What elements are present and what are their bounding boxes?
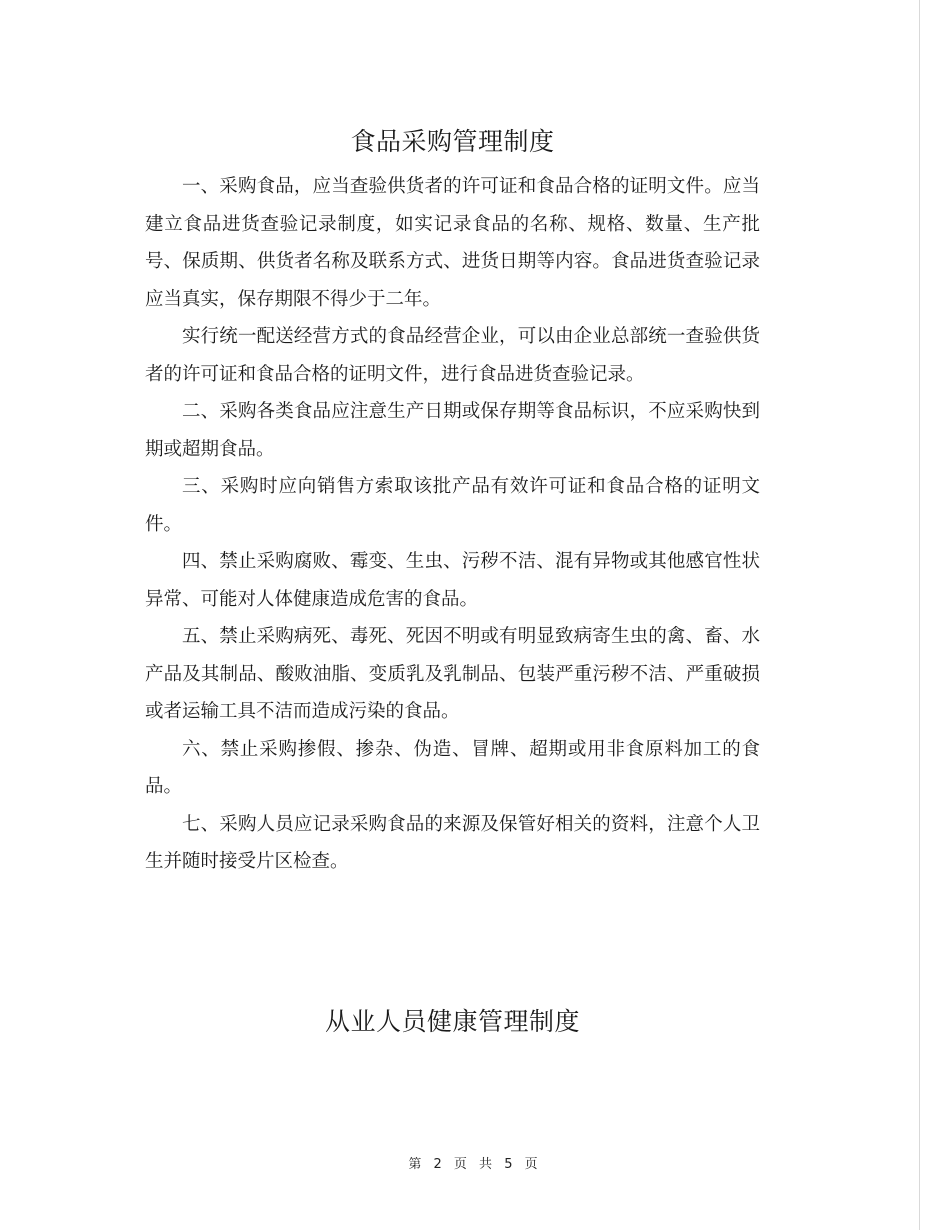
paragraph-4: 三、采购时应向销售方索取该批产品有效许可证和食品合格的证明文件。	[145, 476, 760, 535]
second-section-title: 从业人员健康管理制度	[324, 1007, 580, 1036]
paragraph-5: 四、禁止采购腐败、霉变、生虫、污秽不洁、混有异物或其他感官性状异常、可能对人体健康造成危害的食品。	[145, 551, 760, 610]
paragraph-3: 二、采购各类食品应注意生产日期或保存期等食品标识，不应采购快到期或超期食品。	[145, 401, 760, 460]
document-title: 食品采购管理制度	[350, 127, 555, 156]
paragraph-8: 七、采购人员应记录采购食品的来源及保管好相关的资料，注意个人卫生并随时接受片区检查。	[145, 813, 760, 872]
paragraph-7: 六、禁止采购掺假、掺杂、伪造、冒牌、超期或用非食原料加工的食品。	[145, 738, 760, 797]
page-number-footer: 第 2 页 共 5 页	[408, 1157, 542, 1172]
paragraph-1: 一、采购食品，应当查验供货者的许可证和食品合格的证明文件。应当建立食品进货查验记录制度，如实记录食品的名称、规格、数量、生产批号、保质期、供货者名称及联系方式、进货日期等内容。食品进货查验记录应当真实，保存期限不得少于二年。	[145, 176, 760, 310]
document-body	[145, 120, 760, 881]
paragraph-6: 五、禁止采购病死、毒死、死因不明或有明显致病寄生虫的禽、畜、水产品及其制品、酸败油脂、变质乳及乳制品、包装严重污秽不洁、严重破损或者运输工具不洁而造成污染的食品。	[145, 626, 760, 722]
page-edge-divider	[919, 0, 920, 1230]
paragraph-2: 实行统一配送经营方式的食品经营企业，可以由企业总部统一查验供货者的许可证和食品合格的证明文件，进行食品进货查验记录。	[145, 326, 760, 385]
